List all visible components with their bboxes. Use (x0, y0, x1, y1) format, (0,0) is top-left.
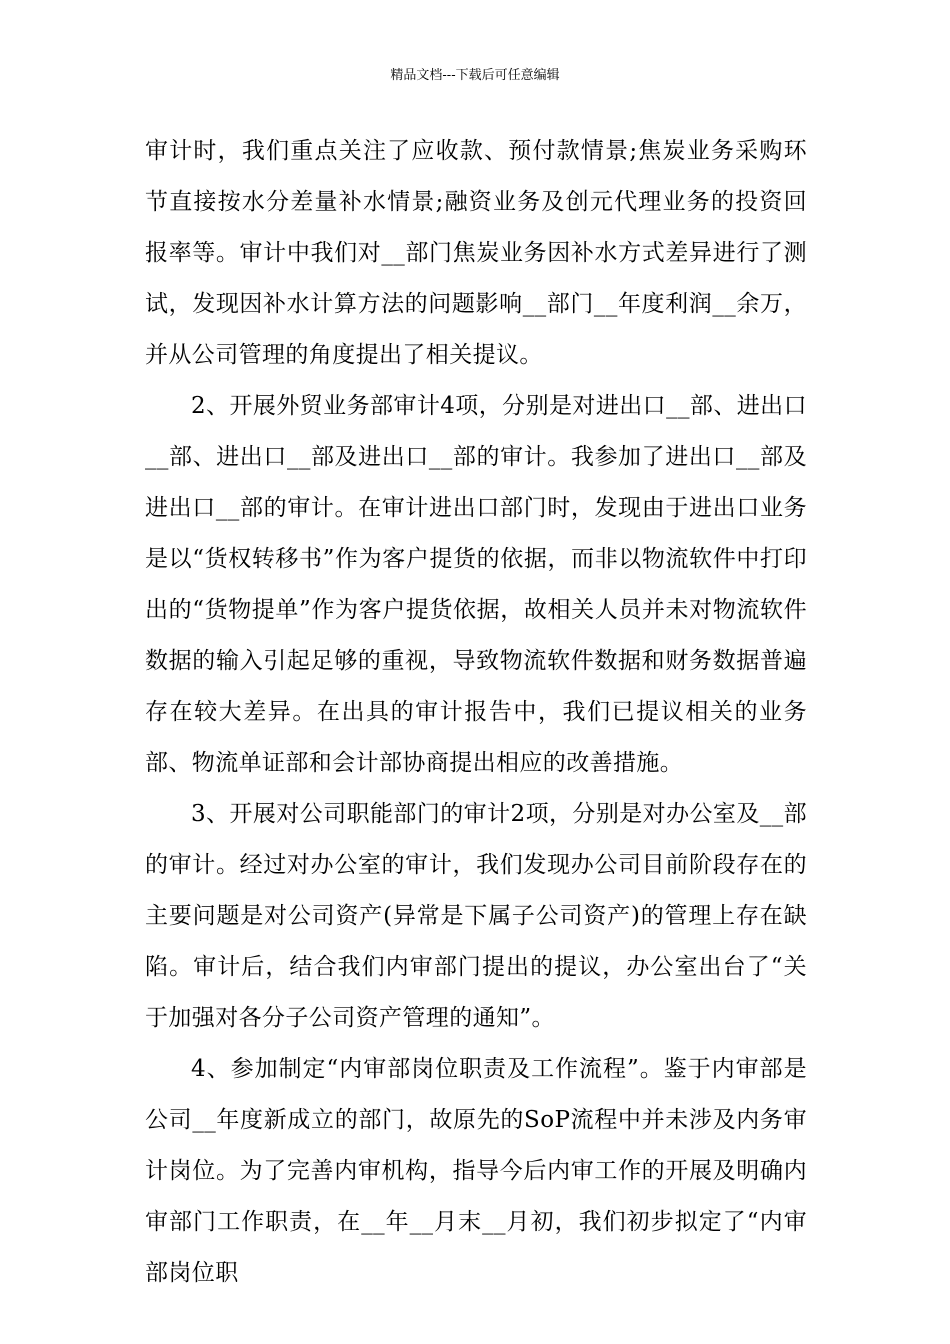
document-body (145, 126, 807, 1299)
page-header: 精品文档---下载后可任意编辑 (390, 68, 560, 83)
paragraph-3: 3、开展对公司职能部门的审计2项，分别是对办公室及__部的审计。经过对办公室的审计，我们发现办公司目前阶段存在的主要问题是对公司资产(异常是下属子公司资产)的管理上存在缺陷。审计后，结合我们内审部门提出的提议，办公室出台了“关于加强对各分子公司资产管理的通知”。 (145, 801, 807, 1031)
paragraph-2: 2、开展外贸业务部审计4项，分别是对进出口__部、进出口__部、进出口__部及进出口__部的审计。我参加了进出口__部及进出口__部的审计。在审计进出口部门时，发现由于进出口业务是以“货权转移书”作为客户提货的依据，而非以物流软件中打印出的“货物提单”作为客户提货依据，故相关人员并未对物流软件数据的输入引起足够的重视，导致物流软件数据和财务数据普遍存在较大差异。在出具的审计报告中，我们已提议相关的业务部、物流单证部和会计部协商提出相应的改善措施。 (145, 393, 807, 776)
paragraph-1: 审计时，我们重点关注了应收款、预付款情景;焦炭业务采购环节直接按水分差量补水情景;融资业务及创元代理业务的投资回报率等。审计中我们对__部门焦炭业务因补水方式差异进行了测试，发现因补水计算方法的问题影响__部门__年度利润__余万，并从公司管理的角度提出了相关提议。 (145, 138, 807, 368)
paragraph-4: 4、参加制定“内审部岗位职责及工作流程”。鉴于内审部是公司__年度新成立的部门，故原先的SoP流程中并未涉及内务审计岗位。为了完善内审机构，指导今后内审工作的开展及明确内审部门工作职责，在__年__月末__月初，我们初步拟定了“内审部岗位职 (145, 1056, 807, 1286)
